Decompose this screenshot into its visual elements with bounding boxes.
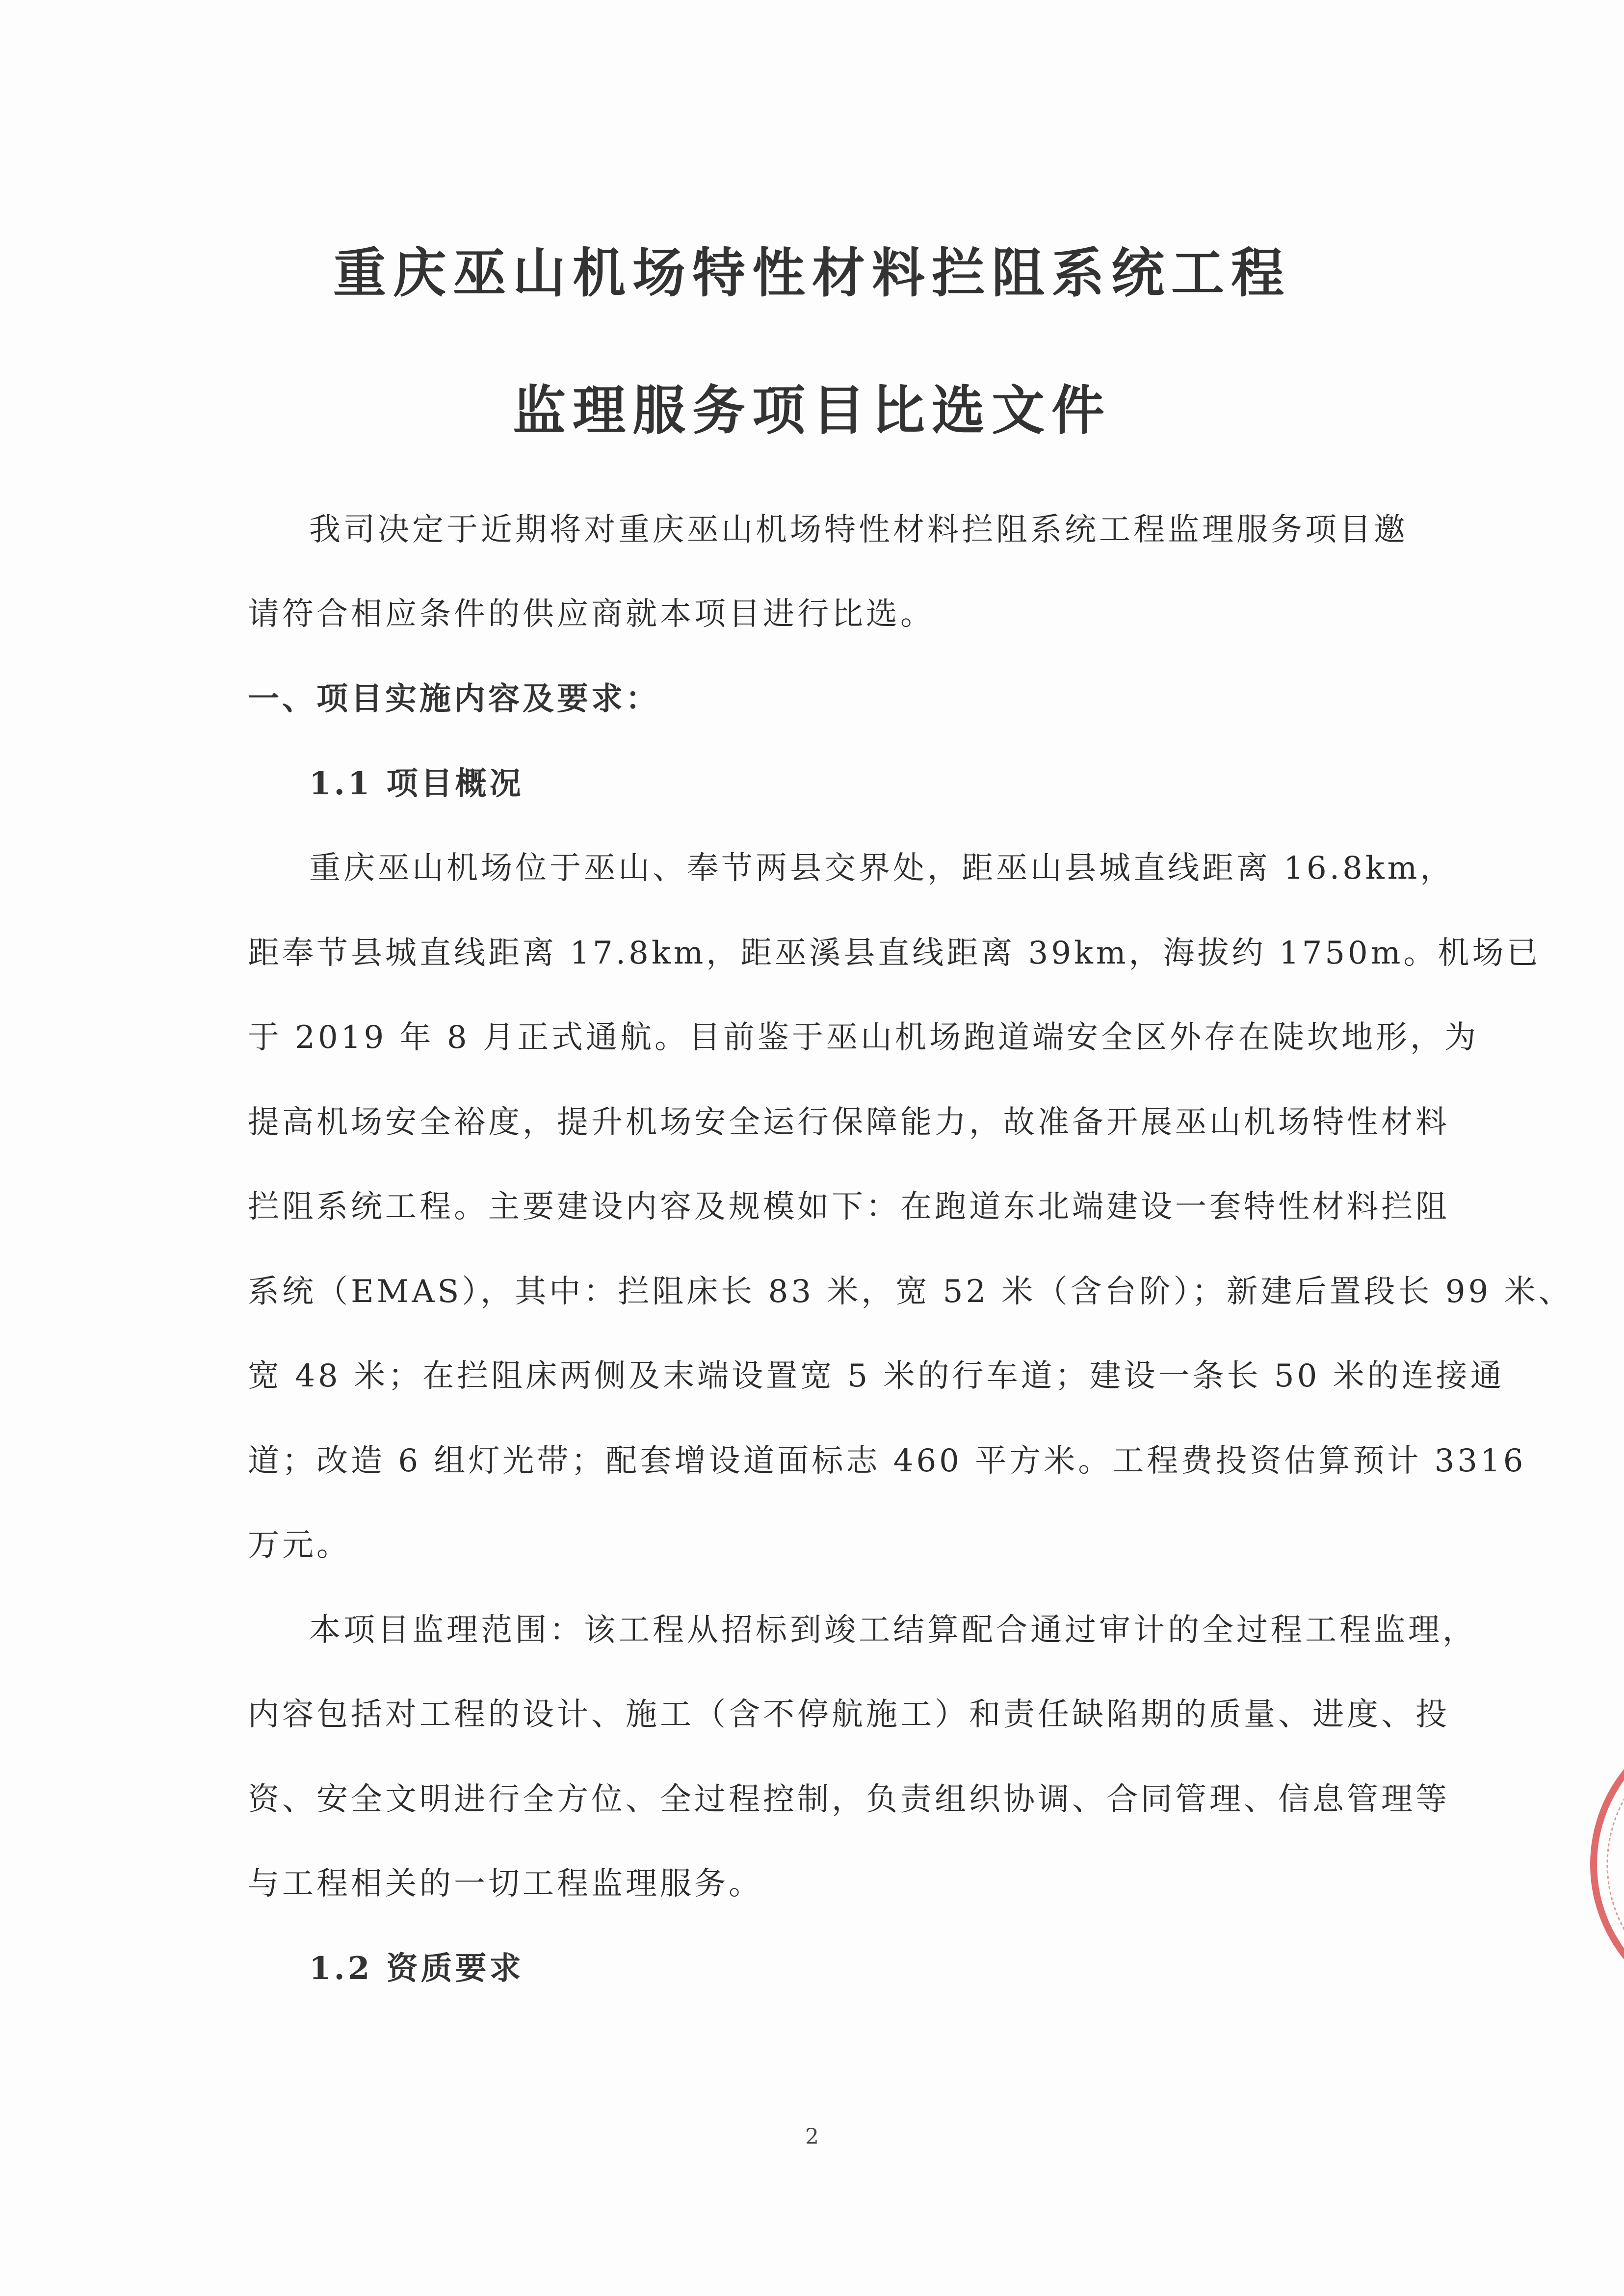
intro-line-1: 我司决定于近期将对重庆巫山机场特性材料拦阻系统工程监理服务项目邀	[309, 512, 1408, 548]
overview-line-4: 提高机场安全裕度，提升机场安全运行保障能力，故准备开展巫山机场特性材料	[248, 1104, 1450, 1141]
intro-line-2: 请符合相应条件的供应商就本项目进行比选。	[248, 596, 935, 632]
section-1-heading: 一、项目实施内容及要求：	[248, 680, 660, 717]
page-number: 2	[805, 2124, 819, 2149]
overview-line-9: 万元。	[248, 1527, 351, 1564]
document-title-line-1: 重庆巫山机场特性材料拦阻系统工程	[333, 242, 1291, 304]
overview-line-7: 宽 48 米；在拦阻床两侧及末端设置宽 5 米的行车道；建设一条长 50 米的连接通	[248, 1358, 1505, 1394]
overview-line-6: 系统（EMAS），其中：拦阻床长 83 米，宽 52 米（含台阶）；新建后置段长 99 米、	[248, 1274, 1573, 1310]
overview-line-1: 重庆巫山机场位于巫山、奉节两县交界处，距巫山县城直线距离 16.8km，	[309, 850, 1455, 887]
overview-line-2: 距奉节县城直线距离 17.8km，距巫溪县直线距离 39km，海拔约 1750m。机场已	[248, 935, 1541, 971]
subsection-1-2-heading: 1.2 资质要求	[309, 1950, 524, 1987]
scope-line-2: 内容包括对工程的设计、施工（含不停航施工）和责任缺陷期的质量、进度、投	[248, 1696, 1450, 1733]
red-seal-stamp-edge	[1584, 1761, 1624, 1967]
overview-line-8: 道；改造 6 组灯光带；配套增设道面标志 460 平方米。工程费投资估算预计 3316	[248, 1443, 1526, 1479]
scope-line-4: 与工程相关的一切工程监理服务。	[248, 1866, 763, 1902]
document-title-line-2: 监理服务项目比选文件	[512, 380, 1111, 442]
overview-line-3: 于 2019 年 8 月正式通航。目前鉴于巫山机场跑道端安全区外存在陡坎地形，为	[248, 1019, 1479, 1056]
subsection-1-1-heading: 1.1 项目概况	[309, 765, 524, 802]
scope-line-1: 本项目监理范围：该工程从招标到竣工结算配合通过审计的全过程工程监理，	[309, 1612, 1477, 1648]
scope-line-3: 资、安全文明进行全方位、全过程控制，负责组织协调、合同管理、信息管理等	[248, 1781, 1450, 1818]
overview-line-5: 拦阻系统工程。主要建设内容及规模如下：在跑道东北端建设一套特性材料拦阻	[248, 1189, 1450, 1225]
